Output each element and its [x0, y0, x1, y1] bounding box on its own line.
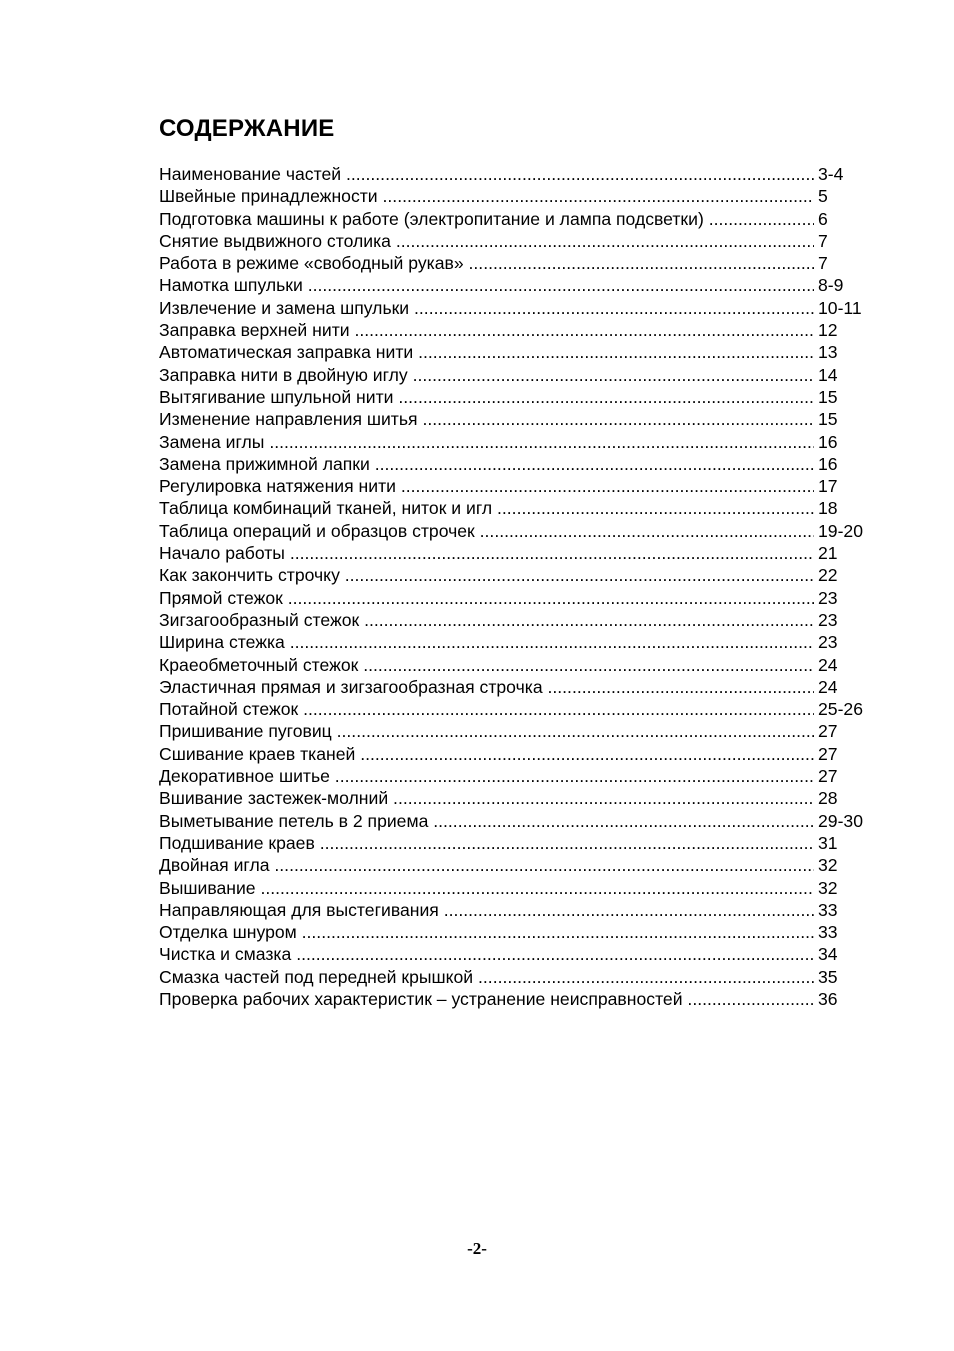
toc-entry — [159, 676, 879, 698]
toc-entry-page: 35 — [818, 966, 838, 987]
toc-entry-title: Чистка и смазка ..... — [159, 943, 814, 965]
toc-entry-page: 7 — [818, 253, 828, 274]
toc-entry-page: 31 — [818, 832, 838, 853]
toc-entry-page: 6 — [818, 208, 828, 229]
toc-entry-page: 32 — [818, 877, 838, 898]
toc-entry — [159, 163, 879, 185]
toc-entry — [159, 497, 879, 519]
toc-entry-page: 28 — [818, 788, 838, 809]
toc-entry-page: 16 — [818, 453, 838, 474]
page-title: СОДЕРЖАНИЕ — [159, 115, 335, 142]
toc-entry-title: Работа в режиме «свободный рукав» ..... — [159, 252, 814, 274]
toc-entry-page: 29-30 — [818, 810, 863, 831]
toc-entry — [159, 720, 879, 742]
toc-entry-title: Эластичная прямая и зигзагообразная строчка ..... — [159, 676, 814, 698]
toc-entry — [159, 453, 879, 475]
toc-entry-title: Извлечение и замена шпульки ..... — [159, 297, 814, 319]
toc-entry — [159, 341, 879, 363]
toc-entry-title: Заправка верхней нити ..... — [159, 319, 814, 341]
toc-entry-title: Зигзагообразный стежок ..... — [159, 609, 814, 631]
toc-entry-title: Смазка частей под передней крышкой ..... — [159, 966, 814, 988]
toc-entry — [159, 252, 879, 274]
toc-entry-page: 5 — [818, 186, 828, 207]
toc-entry-title: Регулировка натяжения нити ..... — [159, 475, 814, 497]
toc-entry-page: 23 — [818, 632, 838, 653]
toc-entry-title: Направляющая для выстегивания ..... — [159, 899, 814, 921]
toc-entry-page: 3-4 — [818, 164, 844, 184]
toc-entry-page: 13 — [818, 342, 838, 363]
toc-entry-page: 19-20 — [818, 520, 863, 541]
toc-entry-title: Двойная игла ..... — [159, 854, 814, 876]
toc-entry — [159, 966, 879, 988]
toc-entry — [159, 208, 879, 230]
toc-entry — [159, 386, 879, 408]
toc-entry-title: Подшивание краев ..... — [159, 832, 814, 854]
toc-entry-page: 15 — [818, 386, 838, 407]
toc-entry-title: Краеобметочный стежок ..... — [159, 654, 814, 676]
toc-entry-title: Отделка шнуром ..... — [159, 921, 814, 943]
toc-entry-page: 18 — [818, 498, 838, 519]
toc-entry-title: Намотка шпульки ..... — [159, 274, 814, 296]
toc-entry-title: Таблица операций и образцов строчек ..... — [159, 520, 814, 542]
toc-entry-page: 34 — [818, 944, 838, 965]
toc-entry-page: 27 — [818, 743, 838, 764]
toc-entry-page: 12 — [818, 320, 838, 341]
toc-entry-page: 23 — [818, 587, 838, 608]
toc-entry-title: Декоративное шитье ..... — [159, 765, 814, 787]
toc-entry-page: 23 — [818, 609, 838, 630]
toc-entry-page: 24 — [818, 654, 838, 675]
toc-entry-page: 32 — [818, 855, 838, 876]
table-of-contents — [159, 163, 879, 1010]
toc-entry — [159, 297, 879, 319]
toc-entry-title: Подготовка машины к работе (электропитание и лампа подсветки) ..... — [159, 208, 814, 230]
toc-entry — [159, 943, 879, 965]
toc-entry — [159, 765, 879, 787]
toc-entry-title: Снятие выдвижного столика ..... — [159, 230, 814, 252]
toc-entry-page: 17 — [818, 476, 838, 497]
toc-entry-title: Потайной стежок ..... — [159, 698, 814, 720]
toc-entry-title: Замена иглы ..... — [159, 431, 814, 453]
toc-entry-page: 25-26 — [818, 699, 863, 720]
toc-entry — [159, 899, 879, 921]
toc-entry — [159, 520, 879, 542]
toc-entry-title: Как закончить строчку ..... — [159, 564, 814, 586]
toc-entry — [159, 587, 879, 609]
toc-entry — [159, 609, 879, 631]
toc-entry-page: 15 — [818, 409, 838, 430]
toc-entry-title: Пришивание пуговиц ..... — [159, 720, 814, 742]
toc-entry-page: 16 — [818, 431, 838, 452]
toc-entry — [159, 564, 879, 586]
toc-entry-page: 36 — [818, 988, 838, 1009]
toc-entry-page: 22 — [818, 565, 838, 586]
toc-entry-page: 24 — [818, 676, 838, 697]
toc-entry-title: Наименование частей ..... — [159, 163, 814, 185]
toc-entry — [159, 230, 879, 252]
toc-entry-title: Таблица комбинаций тканей, ниток и игл ..... — [159, 497, 814, 519]
toc-entry-title: Вышивание ..... — [159, 877, 814, 899]
toc-entry-page: 21 — [818, 543, 838, 564]
toc-entry-page: 8-9 — [818, 275, 844, 296]
toc-entry — [159, 274, 879, 296]
toc-entry-page: 33 — [818, 922, 838, 943]
toc-entry — [159, 431, 879, 453]
toc-entry-page: 7 — [818, 230, 828, 251]
toc-entry-title: Сшивание краев тканей ..... — [159, 743, 814, 765]
toc-entry-title: Швейные принадлежности ..... — [159, 185, 814, 207]
toc-entry-page: 27 — [818, 721, 838, 742]
toc-entry — [159, 475, 879, 497]
toc-entry — [159, 787, 879, 809]
toc-entry-title: Заправка нити в двойную иглу ..... — [159, 364, 814, 386]
toc-entry-title: Изменение направления шитья ..... — [159, 408, 814, 430]
toc-entry-title: Ширина стежка ..... — [159, 631, 814, 653]
toc-entry — [159, 319, 879, 341]
toc-entry-title: Начало работы ..... — [159, 542, 814, 564]
toc-entry-title: Замена прижимной лапки ..... — [159, 453, 814, 475]
toc-entry — [159, 743, 879, 765]
toc-entry — [159, 810, 879, 832]
toc-entry — [159, 832, 879, 854]
toc-entry-title: Выметывание петель в 2 приема ..... — [159, 810, 814, 832]
toc-entry-page: 33 — [818, 899, 838, 920]
toc-entry — [159, 631, 879, 653]
toc-entry-page: 14 — [818, 364, 838, 385]
toc-entry — [159, 654, 879, 676]
toc-entry — [159, 364, 879, 386]
toc-entry — [159, 921, 879, 943]
toc-entry — [159, 408, 879, 430]
toc-entry-title: Вытягивание шпульной нити ..... — [159, 386, 814, 408]
toc-entry — [159, 185, 879, 207]
toc-entry-title: Прямой стежок ..... — [159, 587, 814, 609]
toc-entry — [159, 854, 879, 876]
toc-entry — [159, 877, 879, 899]
toc-entry — [159, 542, 879, 564]
page-number: -2- — [467, 1239, 487, 1258]
toc-entry-page: 27 — [818, 766, 838, 787]
toc-entry-title: Проверка рабочих характеристик – устранение неисправностей ..... — [159, 988, 814, 1010]
toc-entry — [159, 988, 879, 1010]
toc-entry-page: 10-11 — [818, 297, 862, 318]
toc-entry-title: Автоматическая заправка нити ..... — [159, 341, 814, 363]
toc-entry — [159, 698, 879, 720]
toc-entry-title: Вшивание застежек-молний ..... — [159, 787, 814, 809]
